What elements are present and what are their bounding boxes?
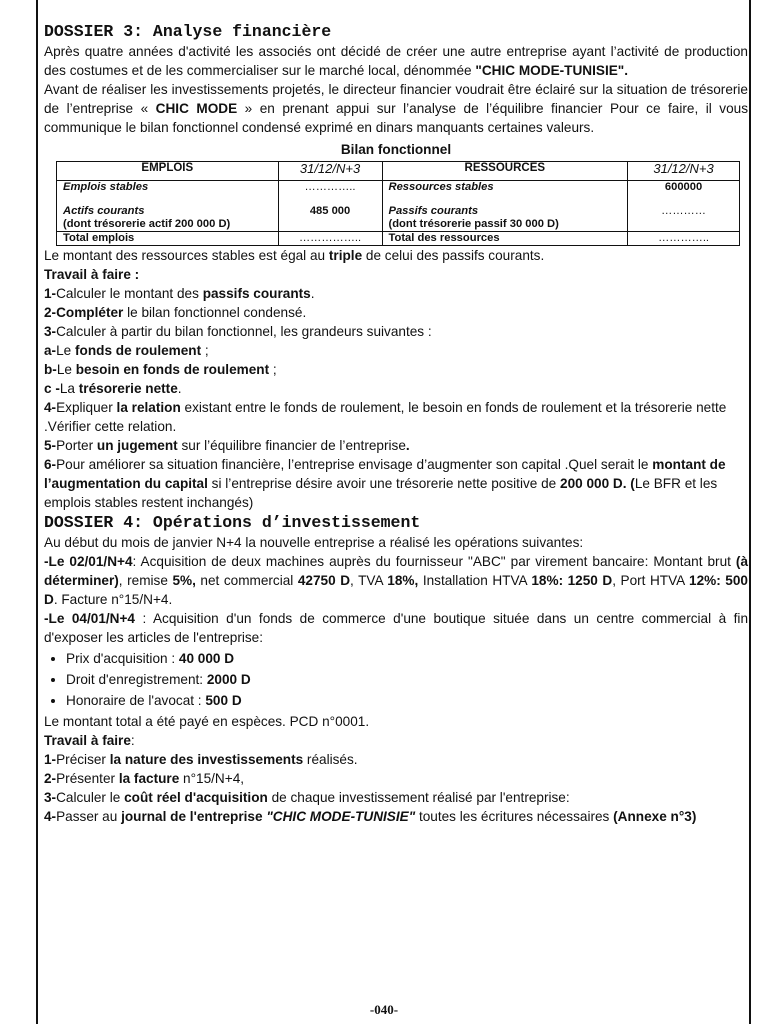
cell-emplois-stables: Emplois stables bbox=[57, 181, 279, 206]
cell-ressources-stables-value: 600000 bbox=[628, 181, 740, 206]
task-1: 1-Préciser la nature des investissements réalisés. bbox=[44, 752, 358, 767]
question-5: 5-Porter un jugement sur l’équilibre financier de l’entreprise. bbox=[44, 438, 410, 453]
question-6: 6-Pour améliorer sa situation financière, l’entreprise envisage d’augmenter son capital .Quel serait le montant de l’augmentation du capital si l’entreprise désire avoir une trésorerie nette positive de 200 000 D. (Le BFR et les emplois stables restent inchangés) bbox=[44, 457, 726, 510]
page-number: -040- bbox=[369, 1002, 399, 1017]
operation-1: -Le 02/01/N+4: Acquisition de deux machines auprès du fournisseur "ABC" par virement bancaire: Montant brut (à déterminer), remise 5%, net commercial 42750 D, TVA 18%, Installation HTVA 18%: 1250 D, Port HTVA 12%: 500 D. Facture n°15/N+4. bbox=[44, 554, 749, 607]
cell-actifs-courants: Actifs courants (dont trésorerie actif 200 000 D) bbox=[57, 205, 279, 232]
dossier3-title: DOSSIER 3: Analyse financière bbox=[44, 22, 332, 41]
dossier4-title: DOSSIER 4: Opérations d’investissement bbox=[44, 513, 421, 532]
question-3: 3-Calculer à partir du bilan fonctionnel, les grandeurs suivantes : bbox=[44, 324, 432, 339]
bilan-fonctionnel-table bbox=[56, 161, 740, 246]
dossier3-note: Le montant des ressources stables est égal au triple de celui des passifs courants. bbox=[44, 248, 545, 263]
task-4: 4-Passer au journal de l'entreprise "CHIC MODE-TUNISIE" toutes les écritures nécessaires (Annexe n°3) bbox=[44, 809, 697, 824]
cell-actifs-courants-value: 485 000 bbox=[278, 205, 382, 232]
cell-passifs-courants-value: ………… bbox=[628, 205, 740, 232]
question-2: 2-Compléter le bilan fonctionnel condensé. bbox=[44, 305, 307, 320]
document-body bbox=[44, 22, 748, 826]
operation-2: -Le 04/01/N+4 : Acquisition d'un fonds de commerce d'une boutique située dans un centre commercial à fin d'exposer les articles de l'entreprise: bbox=[44, 611, 748, 645]
list-item: • Prix d'acquisition : 40 000 D bbox=[66, 649, 748, 668]
table-title: Bilan fonctionnel bbox=[340, 142, 452, 157]
cell-passifs-courants: Passifs courants (dont trésorerie passif 30 000 D) bbox=[382, 205, 628, 232]
cell-total-emplois-value: …………….. bbox=[278, 232, 382, 246]
table-row bbox=[57, 205, 740, 232]
payment-note: Le montant total a été payé en espèces. PCD n°0001. bbox=[44, 714, 370, 729]
table-row bbox=[57, 181, 740, 206]
list-item: • Droit d'enregistrement: 2000 D bbox=[66, 670, 748, 689]
dossier3-intro-2: Avant de réaliser les investissements projetés, le directeur financier voudrait être éclairé sur la situation de trésorerie de l’entreprise « CHIC MODE » en prenant appui sur l’analyse de l’équilibre financier Pour ce faire, il vous communique le bilan fonctionnel condensé exprimé en dinars manquants certaines valeurs. bbox=[44, 82, 748, 135]
question-3a: a-Le fonds de roulement ; bbox=[44, 343, 209, 358]
task-3: 3-Calculer le coût réel d'acquisition de chaque investissement réalisé par l'entreprise: bbox=[44, 790, 570, 805]
question-3b: b-Le besoin en fonds de roulement ; bbox=[44, 362, 277, 377]
cell-total-ressources: Total des ressources bbox=[382, 232, 628, 246]
question-3c: c -La trésorerie nette. bbox=[44, 381, 182, 396]
list-item: • Honoraire de l'avocat : 500 D bbox=[66, 691, 748, 710]
table-row bbox=[57, 232, 740, 246]
acquisition-items-list bbox=[44, 649, 748, 710]
table-header-row bbox=[57, 162, 740, 181]
cell-total-ressources-value: ………….. bbox=[628, 232, 740, 246]
cell-total-emplois: Total emplois bbox=[57, 232, 279, 246]
header-date-emplois: 31/12/N+3 bbox=[278, 162, 382, 181]
cell-emplois-stables-value: ………….. bbox=[278, 181, 382, 206]
question-4: 4-Expliquer la relation existant entre le fonds de roulement, le besoin en fonds de roulement et la trésorerie nette .Vérifier cette relation. bbox=[44, 400, 727, 434]
header-emplois: EMPLOIS bbox=[57, 162, 279, 181]
dossier4-travail-heading: Travail à faire: bbox=[44, 733, 135, 748]
header-date-ressources: 31/12/N+3 bbox=[628, 162, 740, 181]
dossier3-intro-1: Après quatre années d'activité les associés ont décidé de créer une autre entreprise ayant l’activité de production des costumes et de les commercialiser sur le marché local, dénommée "CHIC MODE-TUNISIE". bbox=[44, 44, 748, 78]
dossier4-intro: Au début du mois de janvier N+4 la nouvelle entreprise a réalisé les opérations suivantes: bbox=[44, 535, 584, 550]
header-ressources: RESSOURCES bbox=[382, 162, 628, 181]
cell-ressources-stables: Ressources stables bbox=[382, 181, 628, 206]
question-1: 1-Calculer le montant des passifs courants. bbox=[44, 286, 315, 301]
dossier3-travail-heading: Travail à faire : bbox=[44, 267, 140, 282]
task-2: 2-Présenter la facture n°15/N+4, bbox=[44, 771, 245, 786]
